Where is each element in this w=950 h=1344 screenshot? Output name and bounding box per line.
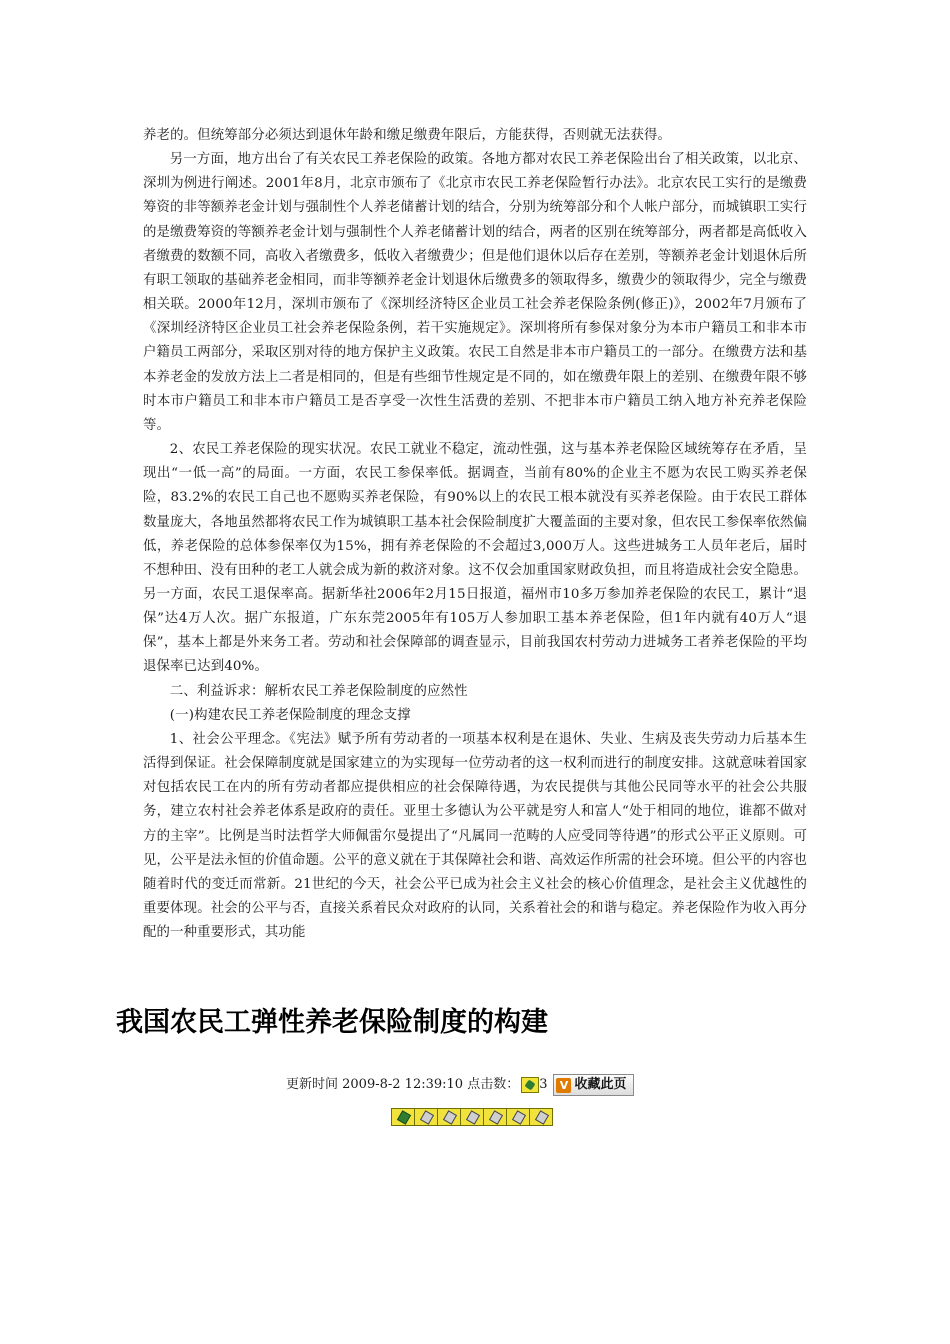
section-heading: 二、利益诉求：解析农民工养老保险制度的应然性 (169, 683, 468, 699)
article-body (143, 124, 807, 945)
rating-icon-7[interactable] (529, 1108, 553, 1126)
rating-icon-1[interactable] (391, 1108, 415, 1126)
body-paragraph-5: 1、社会公平理念。《宪法》赋予所有劳动者的一项基本权利是在退休、失业、生病及丧失劳动力后基本生活得到保证。社会保障制度就是国家建立的为实现每一位劳动者的这一权利而进行的制度安排。这就意味着国家对包括农民工在内的所有劳动者都应提供相应的社会保障待遇，为农民提供与其他公民同等水平的社会公共服务，建立农村社会养老体系是政府的责任。亚里士多德认为公平就是穷人和富人“处于相同的地位，谁都不做对方的主宰”。比例是当时法哲学大师佩雷尔曼提出了“凡属同一范畴的人应受同等待遇”的形式公平正义原则。可见，公平是法永恒的价值命题。公平的意义就在于其保障社会和谐、高效运作所需的社会环境。但公平的内容也随着时代的变迁而常新。21世纪的今天，社会公平已成为社会主义社会的核心价值理念，是社会主义优越性的重要体现。社会的公平与否，直接关系着民众对政府的认同，关系着社会的和谐与稳定。养老保险作为收入再分配的一种重要形式，其功能 (143, 731, 807, 941)
favorite-v-icon: V (556, 1078, 571, 1093)
rating-icon-6[interactable] (506, 1108, 530, 1126)
rating-icon-5[interactable] (483, 1108, 507, 1126)
body-paragraph-2: 2、农民工养老保险的现实状况。农民工就业不稳定，流动性强，这与基本养老保险区域统筹存在矛盾，呈现出“一低一高”的局面。一方面，农民工参保率低。据调查，当前有80%的企业主不愿为农民工购买养老保险，83.2%的农民工自己也不愿购买养老保险，有90%以上的农民工根本就没有买养老保险。由于农民工群体数量庞大，各地虽然都将农民工作为城镇职工基本社会保险制度扩大覆盖面的主要对象，但农民工参保率依然偏低，养老保险的总体参保率仅为15%，拥有养老保险的不会超过3,000万人。这些进城务工人员年老后，届时不想种田、没有田种的老工人就会成为新的救济对象。这不仅会加重国家财政负担，而且将造成社会安全隐患。另一方面，农民工退保率高。据新华社2006年2月15日报道，福州市10多万参加养老保险的农民工，累计“退保”达4万人次。据广东报道，广东东莞2005年有105万人参加职工基本养老保险，但1年内就有40万人“退保”，基本上都是外来务工者。劳动和社会保障部的调查显示，目前我国农村劳动力进城务工者养老保险的平均退保率已达到40%。 (143, 442, 807, 675)
body-paragraph-1: 另一方面，地方出台了有关农民工养老保险的政策。各地方都对农民工养老保险出台了相关政策，以北京、深圳为例进行阐述。2001年8月，北京市颁布了《北京市农民工养老保险暂行办法》。北京农民工实行的是缴费筹资的非等额养老金计划与强制性个人养老储蓄计划的结合，分别为统筹部分和个人帐户部分，而城镇职工实行的是缴费筹资的等额养老金计划与强制性个人养老储蓄计划的结合，两者的区别在统筹部分，两者都是高低收入者缴费的数额不同，高收入者缴费多，低收入者缴费少；但是他们退休以后存在差别，等额养老金计划退休后所有职工领取的基础养老金相同，而非等额养老金计划退休后缴费多的领取得多，缴费少的领取得少，完全与缴费相关联。2000年12月，深圳市颁布了《深圳经济特区企业员工社会养老保险条例(修正)》，2002年7月颁布了《深圳经济特区企业员工社会养老保险条例，若干实施规定》。深圳将所有参保对象分为本市户籍员工和非本市户籍员工两部分，采取区别对待的地方保护主义政策。农民工自然是非本市户籍员工的一部分。在缴费方法和基本养老金的发放方法上二者是相同的，但是有些细节性规定是不同的，如在缴费年限上的差别、在缴费年限不够时本市户籍员工和非本市户籍员工是否享受一次性生活费的差别、不把非本市户籍员工纳入地方补充养老保险等。 (143, 152, 807, 433)
update-time-label: 更新时间 2009-8-2 12:39:10 点击数： (286, 1077, 520, 1092)
article-meta (286, 1073, 634, 1097)
hit-counter-icon (521, 1077, 539, 1093)
rating-icon-3[interactable] (437, 1108, 461, 1126)
subsection-heading: (一)构建农民工养老保险制度的理念支撑 (169, 707, 411, 723)
rating-icon-2[interactable] (414, 1108, 438, 1126)
favorite-button[interactable] (553, 1074, 633, 1096)
rating-icon-4[interactable] (460, 1108, 484, 1126)
hit-count: 3 (539, 1077, 548, 1092)
rating-icon-row (391, 1108, 552, 1126)
body-paragraph-0: 养老的。但统筹部分必须达到退休年龄和缴足缴费年限后，方能获得，否则就无法获得。 (143, 128, 672, 143)
article-title: 我国农民工弹性养老保险制度的构建 (116, 1007, 548, 1038)
favorite-label: 收藏此页 (574, 1077, 627, 1092)
